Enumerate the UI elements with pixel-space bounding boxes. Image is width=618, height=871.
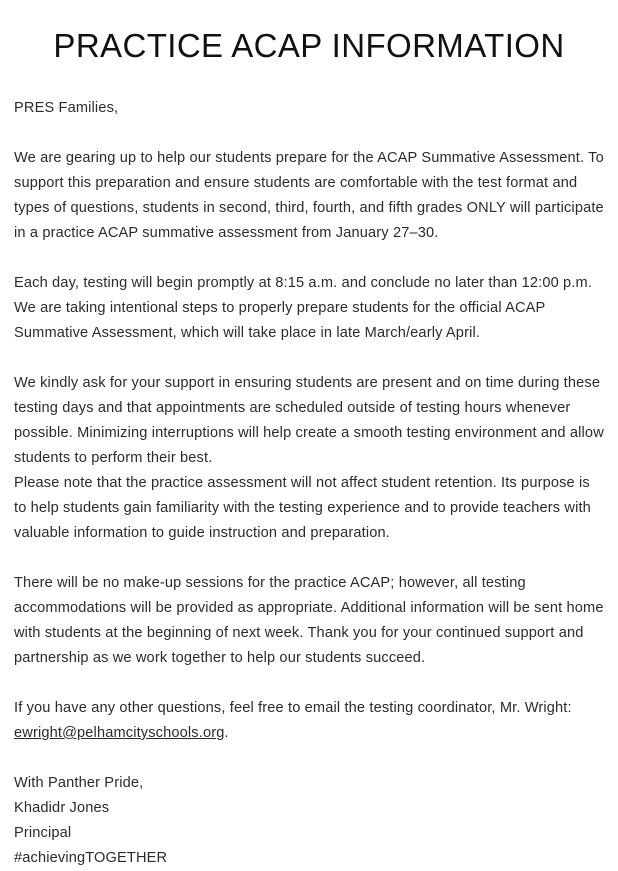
signature-block — [14, 771, 605, 871]
signature-name: Khadidr Jones — [14, 800, 110, 816]
email-link[interactable]: ewright@pelhamcityschools.org — [14, 725, 225, 741]
paragraph-support-request: We kindly ask for your support in ensuring students are present and on time during these testing days and that appointments are scheduled outside of testing hours whenever possible. Minimizing interruptions will help create a smooth testing environment and allow students to perform their best. — [14, 375, 604, 466]
salutation: PRES Families, — [14, 100, 119, 116]
document-body — [0, 96, 618, 871]
signature-hashtag: #achievingTOGETHER — [14, 850, 168, 866]
paragraph-intro: We are gearing up to help our students prepare for the ACAP Summative Assessment. To support this preparation and ensure students are comfortable with the test format and types of questions, students in second, third, fourth, and fifth grades ONLY will participate in a practice ACAP summative assessment from January 27–30. — [14, 150, 604, 241]
paragraph-makeup-sessions: There will be no make-up sessions for the practice ACAP; however, all testing accommodations will be provided as appropriate. Additional information will be sent home with students at the beginning of next week. Thank you for your continued support and partnership as we work together to help our students succeed. — [14, 575, 604, 666]
signature-role: Principal — [14, 825, 72, 841]
contact-trailing-punctuation: . — [224, 725, 229, 741]
page-title: PRACTICE ACAP INFORMATION — [53, 27, 565, 64]
signature-closing: With Panther Pride, — [14, 775, 144, 791]
paragraph-contact — [14, 696, 605, 746]
paragraph-retention-note: Please note that the practice assessment will not affect student retention. Its purpose is to help students gain familiarity with the testing experience and to provide teachers with valuable information to guide instruction and preparation. — [14, 475, 591, 541]
contact-lead-text: If you have any other questions, feel free to email the testing coordinator, Mr. Wright: — [14, 700, 572, 716]
paragraph-schedule: Each day, testing will begin promptly at 8:15 a.m. and conclude no later than 12:00 p.m. We are taking intentional steps to properly prepare students for the official ACAP Summative Assessment, which will take place in late March/early April. — [14, 275, 593, 341]
